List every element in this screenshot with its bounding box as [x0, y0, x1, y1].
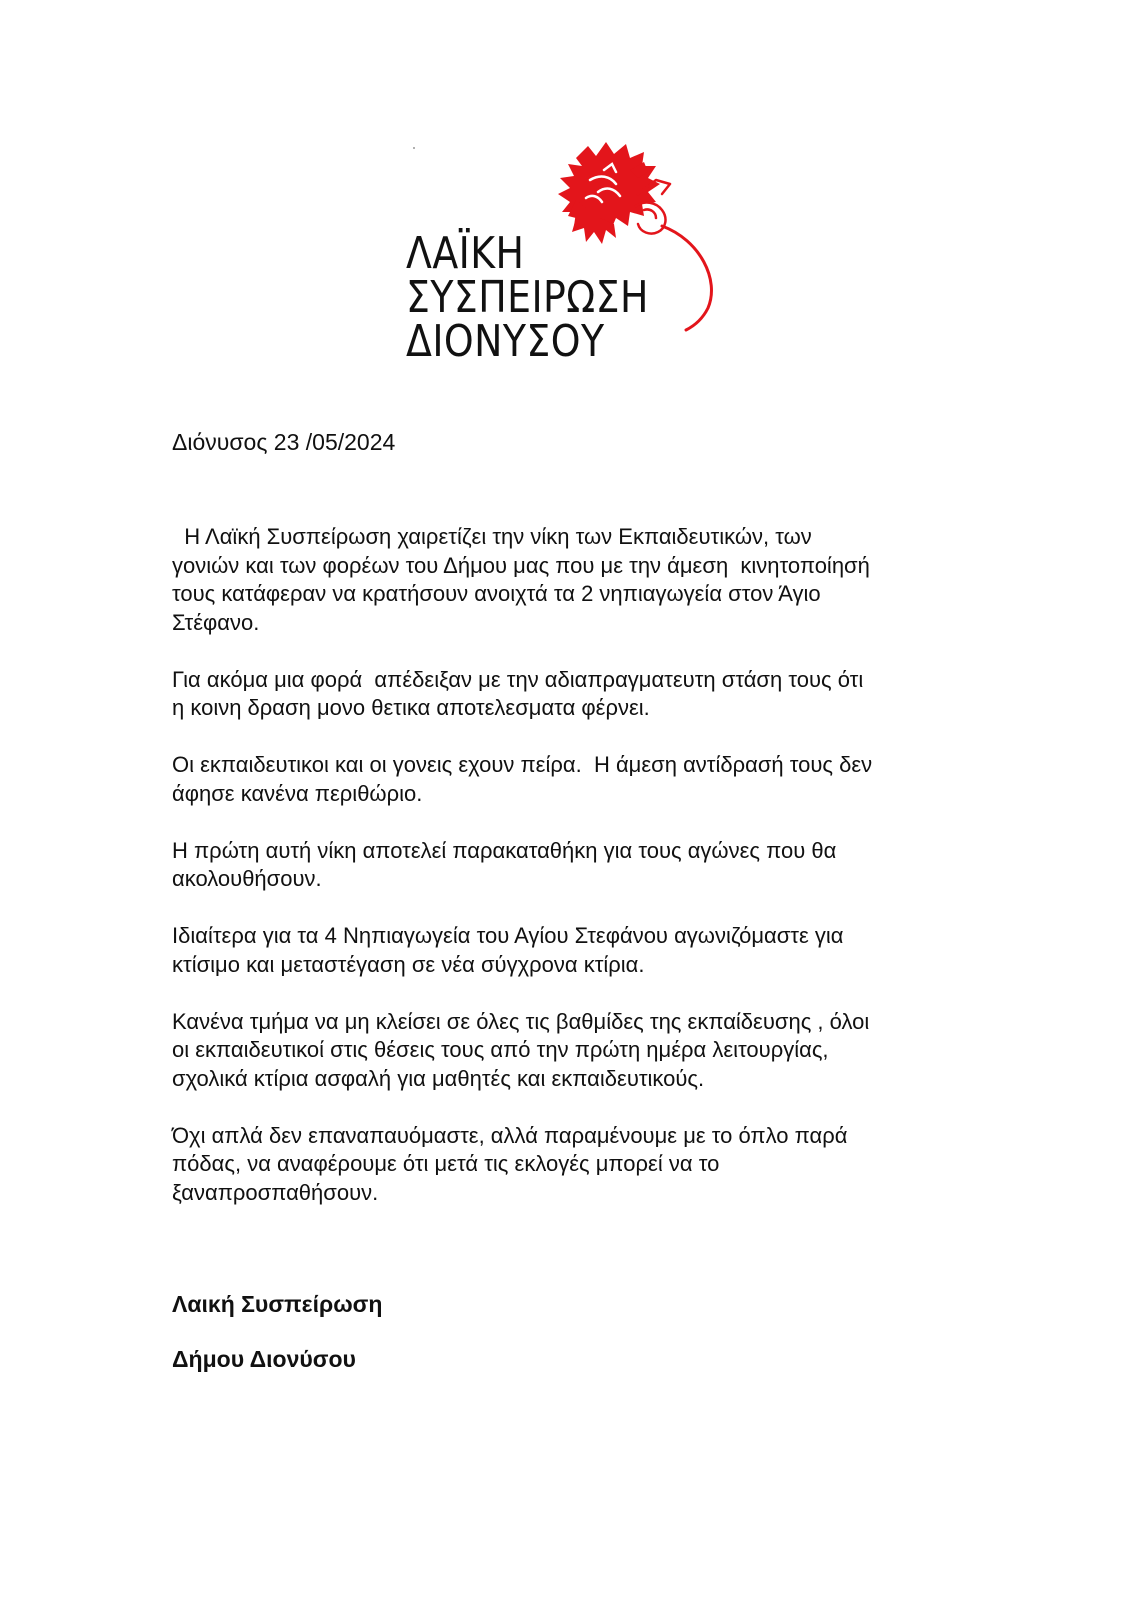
paragraph-5: Ιδιαίτερα για τα 4 Νηπιαγωγεία του Αγίου Στεφάνου αγωνιζόμαστε για κτίσιμο και μεταστέγαση σε νέα σύγχρονα κτίρια. — [172, 923, 844, 977]
letter-body — [172, 523, 972, 1236]
paragraph-7: Όχι απλά δεν επαναπαυόμαστε, αλλά παραμένουμε με το όπλο παρά πόδας, να αναφέρουμε ότι μετά τις εκλογές μπορεί να το ξαναπροσπαθήσουν. — [172, 1122, 848, 1205]
signature-block — [172, 1290, 382, 1373]
logo-text-line-3: ΔΙΟΝΥΣΟΥ — [406, 316, 605, 367]
paragraph-4: Η πρώτη αυτή νίκη αποτελεί παρακαταθήκη για τους αγώνες που θα ακολουθήσουν. — [172, 837, 837, 891]
paragraph-6: Κανένα τμήμα να μη κλείσει σε όλες τις βαθμίδες της εκπαίδευσης , όλοι οι εκπαιδευτικοί στις θέσεις τους από την πρώτη ημέρα λειτουργίας, σχολικά κτίρια ασφαλή για μαθητές και εκπαιδευτικούς. — [172, 1008, 870, 1091]
logo-text-line-1: ΛΑΪΚΗ — [406, 228, 525, 279]
signature-organization: Λαική Συσπείρωση — [172, 1291, 383, 1317]
paragraph-3: Οι εκπαιδευτικοι και οι γονεις εχουν πείρα. Η άμεση αντίδρασή τους δεν άφησε κανένα περιθώριο. — [172, 752, 873, 806]
logo-text-line-2: ΣΥΣΠΕΙΡΩΣΗ — [406, 272, 649, 323]
organization-logo — [400, 140, 730, 370]
paragraph-1: Η Λαϊκή Συσπείρωση χαιρετίζει την νίκη των Εκπαιδευτικών, των γονιών και των φορέων του Δήμου μας που με την άμεση κινητοποίησή τους κατάφεραν να κρατήσουν ανοιχτά τα 2 νηπιαγωγεία στον Άγιο Στέφανο. — [172, 524, 870, 635]
letter-date: Διόνυσος 23 /05/2024 — [172, 429, 396, 455]
paragraph-2: Για ακόμα μια φορά απέδειξαν με την αδιαπραγματευτη στάση τους ότι η κοινη δραση μονο θετικα αποτελεσματα φέρνει. — [172, 666, 864, 720]
signature-municipality: Δήμου Διονύσου — [172, 1346, 356, 1372]
